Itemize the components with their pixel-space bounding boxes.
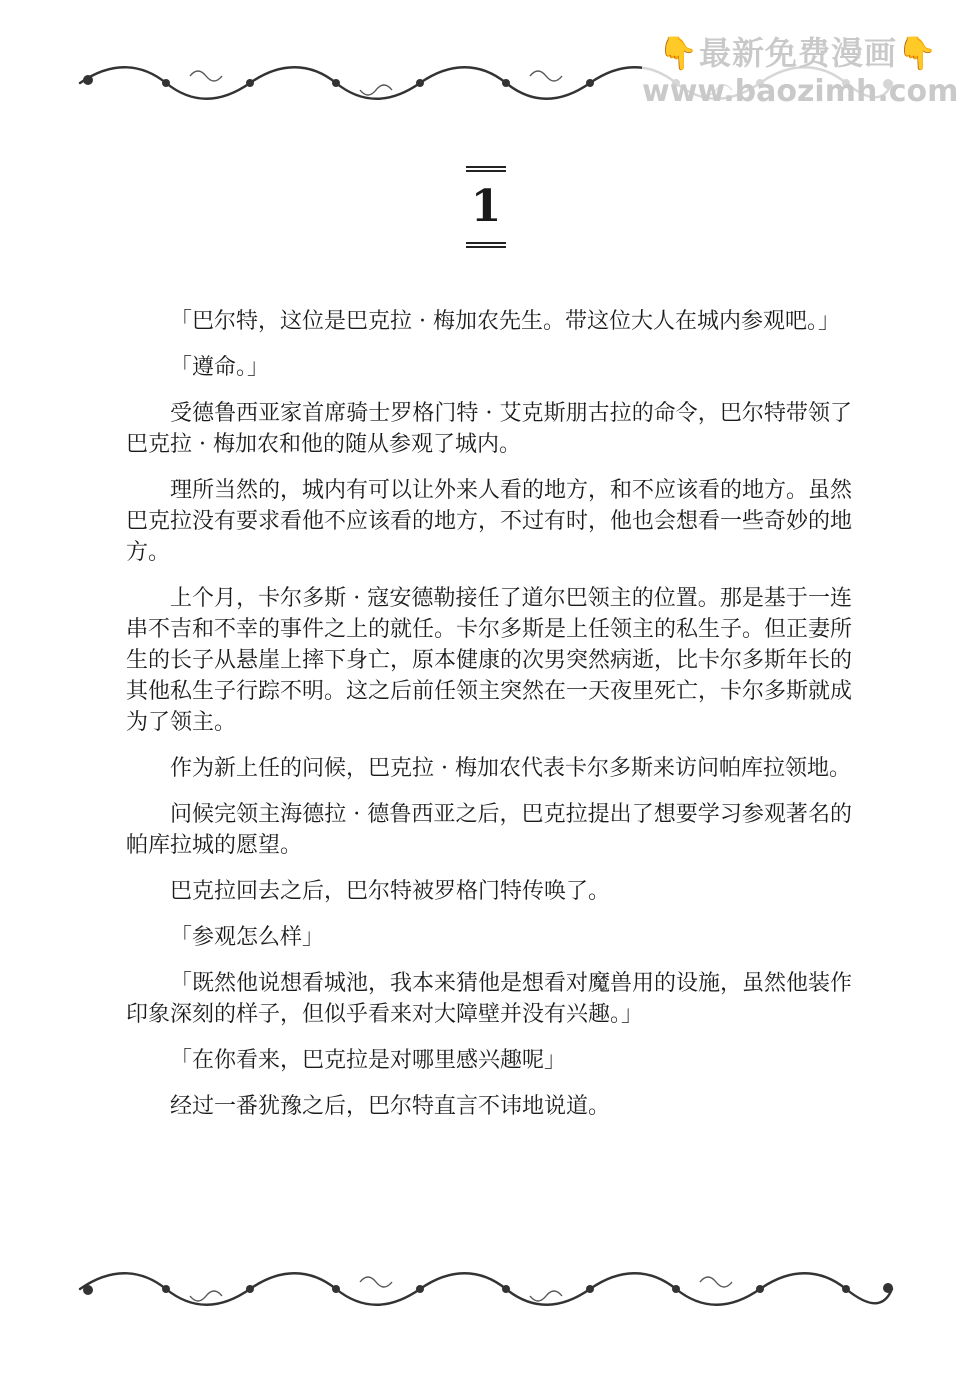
paragraph: 受德鲁西亚家首席骑士罗格门特 · 艾克斯朋古拉的命令，巴尔特带领了巴克拉 · 梅加农和他的随从参观了城内。 (126, 401, 852, 457)
chapter-number: 1 (470, 181, 502, 232)
paragraph: 「在你看来，巴克拉是对哪里感兴趣呢」 (170, 1048, 567, 1073)
chapter-rule-bottom-2 (466, 246, 506, 248)
watermark-badge (642, 20, 959, 109)
paragraph: 问候完领主海德拉 · 德鲁西亚之后，巴克拉提出了想要学习参观著名的帕库拉城的愿望。 (126, 802, 852, 858)
chapter-heading (466, 164, 506, 250)
paragraph: 「巴尔特，这位是巴克拉 · 梅加农先生。带这位大人在城内参观吧。」 (170, 309, 840, 334)
chapter-rule-bottom (466, 242, 506, 244)
watermark-url: www.baozimh.com (642, 74, 959, 109)
chapter-rule-top (466, 166, 506, 168)
paragraph: 经过一番犹豫之后，巴尔特直言不讳地说道。 (170, 1094, 611, 1119)
paragraph: 「遵命。」 (170, 355, 270, 380)
paragraph: 「参观怎么样」 (170, 925, 325, 950)
watermark-title: 👇最新免费漫画👇 (658, 34, 938, 72)
chapter-body (126, 306, 852, 1137)
chapter-rule-top-2 (466, 170, 506, 172)
paragraph: 上个月，卡尔多斯 · 寇安德勒接任了道尔巴领主的位置。那是基于一连串不吉和不幸的事件之上的就任。卡尔多斯是上任领主的私生子。但正妻所生的长子从悬崖上摔下身亡，原本健康的次男突然病逝，比卡尔多斯年长的其他私生子行踪不明。这之后前任领主突然在一天夜里死亡，卡尔多斯就成为了领主。 (126, 586, 853, 735)
bottom-ornament-border (70, 1262, 902, 1316)
paragraph: 「既然他说想看城池，我本来猜他是想看对魔兽用的设施，虽然他装作印象深刻的样子，但似乎看来对大障壁并没有兴趣。」 (126, 971, 853, 1027)
paragraph: 巴克拉回去之后，巴尔特被罗格门特传唤了。 (170, 879, 611, 904)
paragraph: 作为新上任的问候，巴克拉 · 梅加农代表卡尔多斯来访问帕库拉领地。 (170, 756, 851, 781)
paragraph: 理所当然的，城内有可以让外来人看的地方，和不应该看的地方。虽然巴克拉没有要求看他不应该看的地方，不过有时，他也会想看一些奇妙的地方。 (126, 478, 853, 565)
